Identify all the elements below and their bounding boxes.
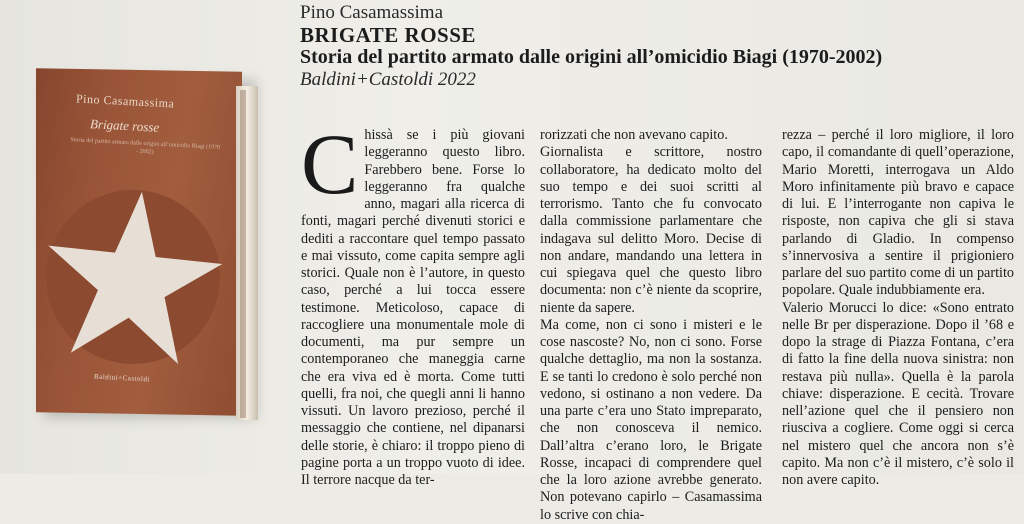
book-title: BRIGATE ROSSE bbox=[300, 23, 476, 47]
article-column-3 bbox=[782, 127, 1014, 489]
cover-author: Pino Casamassima bbox=[75, 91, 175, 111]
cover-title: Brigate rosse bbox=[89, 116, 160, 135]
book-spine-shade bbox=[240, 90, 246, 418]
column-2-para-1: rorizzati che non avevano capito. bbox=[540, 127, 728, 143]
cover-subtitle: Storia del partito armato dalle origini all’omicidio Biagi (1970 - 2002) bbox=[70, 137, 221, 156]
article-column-2 bbox=[540, 127, 762, 524]
column-3-para-2: Valerio Morucci lo dice: «Sono entrato nelle Br per disperazione. Dopo il ’68 e dopo la strage di Piazza Fontana, c’era di fatto la fine della nuova sinistra: non restava più nulla». Quella è la parola chiave: disperazione. E cecità. Trovare nell’azione quel che il pensiero non riusciva a cogliere. Come oggi si cerca nel mistero quel che ancora non s’è capito. Ma non c’è il mistero, c’è solo il non avere capito. bbox=[782, 299, 1014, 488]
star-icon bbox=[40, 184, 226, 370]
drop-cap: C bbox=[301, 116, 359, 212]
column-2-para-3: Ma come, non ci sono i misteri e le cose nascoste? No, non ci sono. Forse qualche dettaglio, ma non la sostanza. E se tanti lo credono è solo perché non vedono, si ostinano a non vedere. Da una parte c’era uno Stato impreparato, che non conosceva il nemico. Dall’altra c’erano loro, le Brigate Rosse, incapaci di comprendere quel che la loro azione avrebbe generato. Non potevano capirlo – Casamassima lo scrive con chia- bbox=[540, 316, 762, 523]
article-header bbox=[300, 2, 1020, 91]
publisher-year: Baldini+Castoldi 2022 bbox=[300, 69, 476, 90]
article-column-1 bbox=[301, 116, 525, 489]
column-3-para-1: rezza – perché il loro migliore, il loro capo, il comandante di quell’operazione, Mario Moretti, interrogava un Aldo Moro infinitamente più bravo e capace di lui. E l’interrogante non capiva le risposte, non capiva che gli si stava parlando di Gladio. In compenso s’innervosiva a sentire il prigioniero parlare del suo partito come di un partito popolare. Quale indubbiamente era. bbox=[782, 127, 1014, 299]
cover-publisher: Baldini+Castoldi bbox=[93, 372, 151, 384]
column-2-para-2: Giornalista e scrittore, nostro collaboratore, ha dedicato molto del suo tempo e dei suoi scritti al terrorismo. Tanto che fu convocato dalla commissione parlamentare che indagava sul delitto Moro. Decise di non andare, mandando una lettera in cui spiegava quel che questo libro documenta: non c’è niente da scoprire, niente da sapere. bbox=[540, 144, 762, 316]
book-author: Pino Casamassima bbox=[300, 2, 444, 23]
book-subtitle: Storia del partito armato dalle origini all’omicidio Biagi (1970-2002) bbox=[300, 46, 883, 68]
column-1-text: hissà se i più giovani leggeranno questo libro. Farebbero bene. Forse lo leggeranno fra qualche anno, magari alla ricerca di fonti, magari perché divenuti storici e dediti a raccontare quel tempo passato e mai vissuto, come capita sempre agli storici. Quale non è l’autore, in questo caso, perché a lui tocca essere testimone. Meticoloso, capace di raccogliere una monumentale mole di documenti, ma pur sempre un contemporaneo che maneggia carne che era viva ed è morta. Come tutti quelli, fra noi, che quegli anni li hanno vissuti. Un lavoro prezioso, perché il messaggio che contiene, nel dipanarsi delle storie, è chiaro: il troppo pieno di pagine porta a un troppo vuoto di idee. Il terrore nacque da ter- bbox=[301, 127, 525, 488]
